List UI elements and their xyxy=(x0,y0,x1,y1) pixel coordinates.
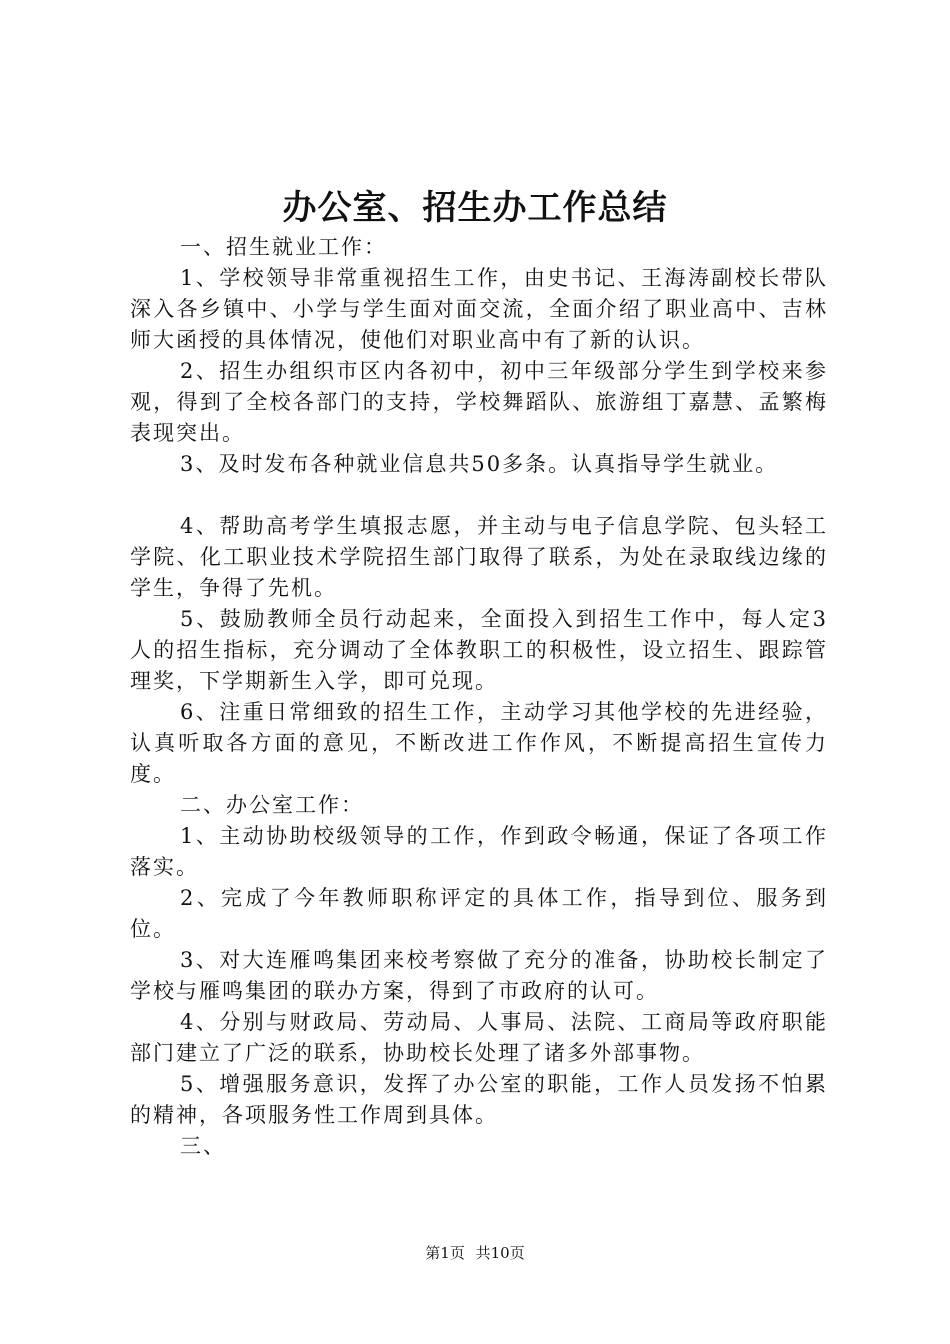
paragraph: 5、鼓励教师全员行动起来，全面投入到招生工作中，每人定3人的招生指标，充分调动了全体教职工的积极性，设立招生、跟踪管理奖，下学期新生入学，即可兑现。 xyxy=(130,607,828,693)
paragraph: 5、增强服务意识，发挥了办公室的职能，工作人员发扬不怕累的精神，各项服务性工作周到具体。 xyxy=(130,1072,828,1127)
page-total: 共10页 xyxy=(475,1244,525,1262)
paragraph: 3、及时发布各种就业信息共50多条。认真指导学生就业。 xyxy=(180,452,779,476)
paragraph: 2、完成了今年教师职称评定的具体工作，指导到位、服务到位。 xyxy=(130,886,828,941)
paragraph: 1、主动协助校级领导的工作，作到政令畅通，保证了各项工作落实。 xyxy=(130,824,828,879)
paragraph: 6、注重日常细致的招生工作，主动学习其他学校的先进经验，认真听取各方面的意见，不断改进工作作风，不断提高招生宣传力度。 xyxy=(130,700,828,786)
page-footer xyxy=(0,1242,950,1264)
paragraph: 3、对大连雁鸣集团来校考察做了充分的准备，协助校长制定了学校与雁鸣集团的联办方案，得到了市政府的认可。 xyxy=(130,948,828,1003)
blank-line xyxy=(130,480,828,511)
section-heading-third: 三、 xyxy=(180,1134,226,1158)
paragraph: 4、帮助高考学生填报志愿，并主动与电子信息学院、包头轻工学院、化工职业技术学院招生部门取得了联系，为处在录取线边缘的学生，争得了先机。 xyxy=(130,514,828,600)
paragraph: 2、招生办组织市区内各初中，初中三年级部分学生到学校来参观，得到了全校各部门的支持，学校舞蹈队、旅游组丁嘉慧、孟繁梅表现突出。 xyxy=(130,359,828,445)
section-heading-office: 二、办公室工作： xyxy=(180,793,364,817)
document-body xyxy=(130,232,828,1162)
document-title: 办公室、招生办工作总结 xyxy=(282,188,668,228)
paragraph: 4、分别与财政局、劳动局、人事局、法院、工商局等政府职能部门建立了广泛的联系，协助校长处理了诸多外部事物。 xyxy=(130,1010,828,1065)
section-heading-recruitment: 一、招生就业工作： xyxy=(180,235,387,259)
paragraph: 1、学校领导非常重视招生工作，由史书记、王海涛副校长带队深入各乡镇中、小学与学生面对面交流，全面介绍了职业高中、吉林师大函授的具体情况，使他们对职业高中有了新的认识。 xyxy=(130,266,828,352)
page-number: 第1页 xyxy=(425,1244,465,1262)
